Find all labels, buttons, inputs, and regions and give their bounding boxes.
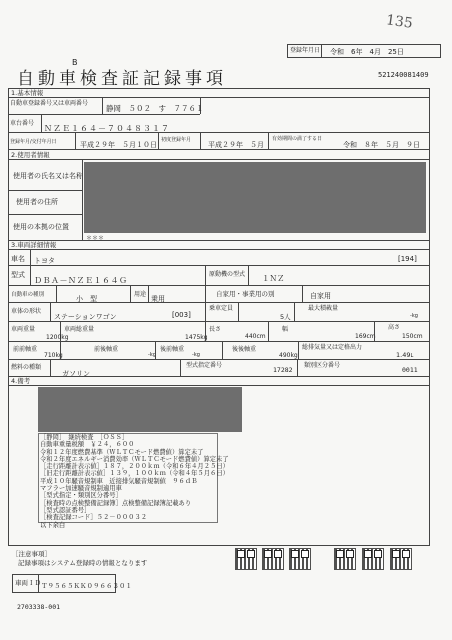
first-reg-ym-value: 平成２９年 ５月 (208, 141, 264, 149)
notes-title: ［注意事項］ (12, 550, 51, 558)
vehicle-id-label: 車両ＩＤ (15, 579, 41, 587)
reg-no-value: 静岡 ５０２ す ７７６１ (106, 104, 204, 113)
base-partial: ＊＊＊ (86, 235, 105, 242)
height-value: 150cm (402, 333, 423, 340)
model-label: 型式 (11, 271, 25, 279)
qr-code-5 (362, 548, 384, 570)
engine-label: 原動機の型式 (209, 271, 246, 278)
notes-text: 記録事項はシステム登録時の情報となります (18, 559, 148, 567)
registration-date-label: 登録年月日 (290, 47, 321, 54)
remarks-line: 以下余白 (40, 521, 66, 529)
qr-code-6 (390, 548, 412, 570)
document-title: 自動車検査証記録事項 (17, 69, 227, 89)
weight-value: 1200kg (46, 334, 69, 341)
displacement-value: 1.49L (396, 351, 414, 359)
capacity-value: 5人 (280, 313, 291, 321)
remarks-line: 令和１２年度燃費基準（ＷＬＴＣモード燃費値）算定未了 (40, 448, 204, 456)
rr-axle-value: 490kg (279, 352, 298, 359)
user-info-redaction (84, 162, 426, 233)
width-label: 幅 (282, 326, 289, 333)
document-number: 521240081409 (378, 71, 429, 79)
remarks-line: 令和２年度エネルギー消費効率（ＷＬＴＣモード燃費値）算定未了 (40, 455, 229, 463)
body-code: [003] (172, 311, 191, 319)
remarks-list (40, 434, 229, 529)
fr-axle-label: 前後軸重 (94, 346, 119, 353)
chassis-value: ＮＺＥ１６４－７０４８３１７ (44, 124, 170, 133)
expiry-label: 有効期間の満了する日 (272, 136, 323, 142)
section-user-header: 2.使用者情報 (11, 151, 50, 159)
kind-label: 自動車の種別 (11, 292, 45, 298)
remarks-line: ［静岡］ 継続検査 ［ＯＳＳ］ (40, 434, 129, 441)
fuel-label: 燃料の種類 (11, 364, 42, 371)
purpose-value: 自家用 (310, 292, 331, 300)
remarks-line: ［型式指定・類別区分番号］ (40, 492, 122, 500)
chassis-label: 車台番号 (10, 120, 35, 127)
max-load-label: 最大積載量 (308, 305, 339, 312)
first-reg-ym-label: 初度登録年月 (161, 137, 192, 143)
gross-value: 1475kg (185, 334, 208, 341)
rr-axle-label: 後後軸重 (232, 346, 257, 353)
remarks-line: ［型式認証番号］ (40, 506, 91, 514)
type-no-value: 17282 (273, 366, 293, 374)
type-no-label: 型式指定番号 (186, 362, 223, 369)
width-value: 169cm (355, 333, 376, 340)
remarks-line: ［走行距離計表示値］１８７，２００ｋｍ（令和６年４月２５日） (40, 463, 229, 471)
make-value: トヨタ (34, 257, 55, 265)
first-reg-label: 登録年月/交付年月日 (10, 139, 57, 145)
base-location-label: 使用の本拠の位置 (13, 223, 69, 231)
remarks-line: 平成１０年騒音規制車 近接排気騒音規制値 ９６ｄＢ (40, 477, 198, 485)
body-label: 車体の形状 (11, 308, 42, 315)
max-load-value: -kg (410, 313, 418, 319)
model-value: ＤＢＡ－ＮＺＥ１６４Ｇ (34, 276, 128, 285)
weight-label: 車両重量 (11, 326, 36, 333)
reg-no-label: 自動車登録番号又は車両番号 (10, 100, 89, 107)
section-basic-header: 1.基本情報 (11, 89, 44, 97)
qr-code-3 (289, 548, 311, 570)
displacement-label: 総排気量又は定格出力 (302, 344, 363, 351)
gross-label: 車両総重量 (64, 326, 95, 333)
body-value: ステーションワゴン (54, 313, 117, 321)
user-address-label: 使用者の住所 (16, 198, 58, 206)
ff-axle-label: 前前軸重 (13, 346, 38, 353)
rf-axle-value: -kg (192, 352, 200, 358)
rf-axle-label: 後前軸重 (160, 346, 185, 353)
registration-date: 令和 6年 4月 25日 (330, 48, 404, 56)
footer-code: 2703338-001 (17, 603, 61, 611)
class-no-value: 0011 (402, 366, 418, 374)
engine-value: １ＮＺ (262, 274, 285, 283)
section-vehicle-header: 3.車両詳細情報 (11, 241, 57, 249)
remarks-line: マフラー加速騒音規制適用車 (40, 485, 122, 493)
remarks-line: ［検査記録コード］５２－０００３２ (40, 514, 148, 522)
first-reg-value: 平成２９年 ５月１０日 (80, 141, 157, 149)
qr-code-1 (235, 548, 257, 570)
use-value: 乗用 (151, 295, 165, 303)
kind-value: 小 型 (76, 295, 97, 303)
qr-code-4 (334, 548, 356, 570)
make-label: 車名 (11, 255, 25, 263)
section-remarks-header: 4.備考 (11, 377, 31, 385)
user-name-label: 使用者の氏名又は名称 (13, 172, 83, 180)
expiry-value: 令和 ８年 ５月 ９日 (343, 141, 420, 149)
capacity-label: 乗車定員 (209, 305, 234, 312)
use-label: 用途 (134, 291, 147, 298)
fuel-value: ガソリン (62, 370, 90, 378)
purpose-label: 自家用・事業用の別 (216, 290, 275, 298)
remarks-line: ［旧走行距離計表示値］１３９，１００ｋｍ（令和４年５月６日） (40, 470, 229, 478)
ff-axle-value: 710kg (44, 352, 63, 359)
vehicle-id-value: Ｔ９５６５ＫＫ０９６６３０１ (41, 582, 132, 590)
length-label: 長さ (209, 326, 222, 333)
remarks-line: ［検査時の点検整備記録簿］点検整備記録簿記載あり (40, 499, 192, 507)
b-mark: B (72, 58, 78, 67)
qr-code-2 (262, 548, 284, 570)
make-code: [194] (398, 255, 417, 263)
height-label: 高さ (388, 324, 401, 331)
class-no-label: 類別区分番号 (304, 362, 341, 369)
length-value: 440cm (245, 333, 266, 340)
handwritten-page-number: 135 (385, 12, 414, 32)
remarks-redaction (38, 387, 242, 432)
fr-axle-value: -kg (148, 352, 156, 358)
remarks-line: 自動車重量税額 ￥２４，６００ (40, 441, 135, 449)
